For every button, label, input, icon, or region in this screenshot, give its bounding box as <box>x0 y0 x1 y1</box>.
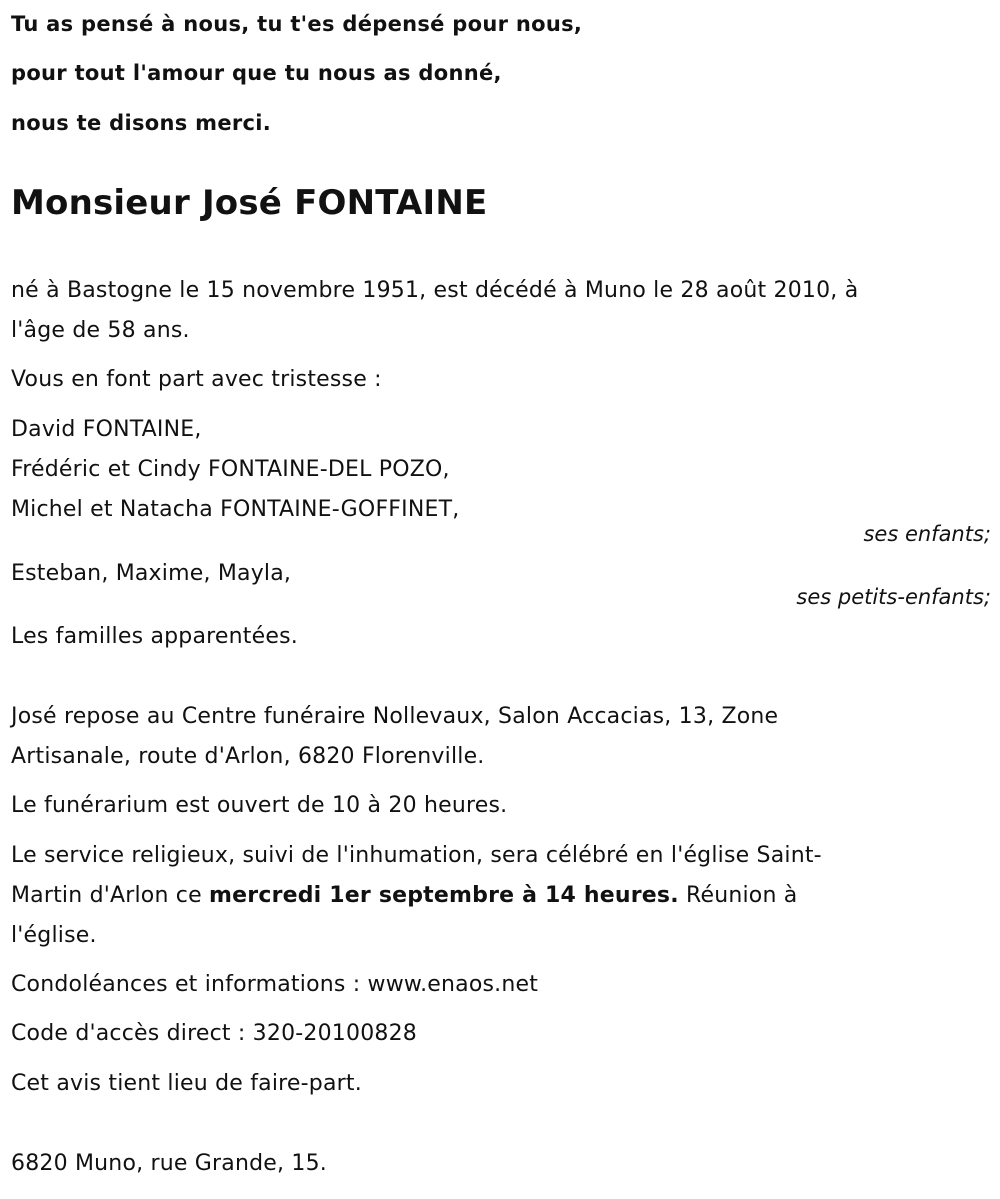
child-1: David FONTAINE, <box>11 417 202 442</box>
service-location: Martin d'Arlon ce <box>11 883 210 908</box>
condolences-info: Condoléances et informations : www.enaos.net <box>11 972 539 997</box>
service-datetime: mercredi 1er septembre à 14 heures. <box>209 883 679 908</box>
service-line-2 <box>11 883 797 908</box>
poem-line-1: Tu as pensé à nous, tu t'es dépensé pour nous, <box>11 12 583 36</box>
relatives: Les familles apparentées. <box>11 624 298 649</box>
birth-death-line-1: né à Bastogne le 15 novembre 1951, est décédé à Muno le 28 août 2010, à <box>11 278 859 303</box>
birth-death-line-2: l'âge de 58 ans. <box>11 318 190 343</box>
child-2: Frédéric et Cindy FONTAINE-DEL POZO, <box>11 457 450 482</box>
service-line-1: Le service religieux, suivi de l'inhumation, sera célébré en l'église Saint- <box>11 843 822 868</box>
poem-line-3: nous te disons merci. <box>11 111 272 135</box>
child-3: Michel et Natacha FONTAINE-GOFFINET, <box>11 497 460 522</box>
service-meeting: Réunion à <box>678 883 798 908</box>
funeral-home-line-1: José repose au Centre funéraire Nollevaux, Salon Accacias, 13, Zone <box>11 704 779 729</box>
home-address: 6820 Muno, rue Grande, 15. <box>11 1151 328 1176</box>
visiting-hours: Le funérarium est ouvert de 10 à 20 heures. <box>11 793 508 818</box>
grandchildren-label: ses petits-enfants; <box>796 585 991 609</box>
grandchildren: Esteban, Maxime, Mayla, <box>11 561 292 586</box>
announcement: Vous en font part avec tristesse : <box>11 367 382 392</box>
service-line-3: l'église. <box>11 923 97 948</box>
poem-line-2: pour tout l'amour que tu nous as donné, <box>11 61 502 85</box>
deceased-name: Monsieur José FONTAINE <box>11 183 488 223</box>
notice: Cet avis tient lieu de faire-part. <box>11 1071 362 1096</box>
access-code: Code d'accès direct : 320-20100828 <box>11 1021 417 1046</box>
children-label: ses enfants; <box>863 522 991 546</box>
funeral-home-line-2: Artisanale, route d'Arlon, 6820 Florenville. <box>11 744 485 769</box>
